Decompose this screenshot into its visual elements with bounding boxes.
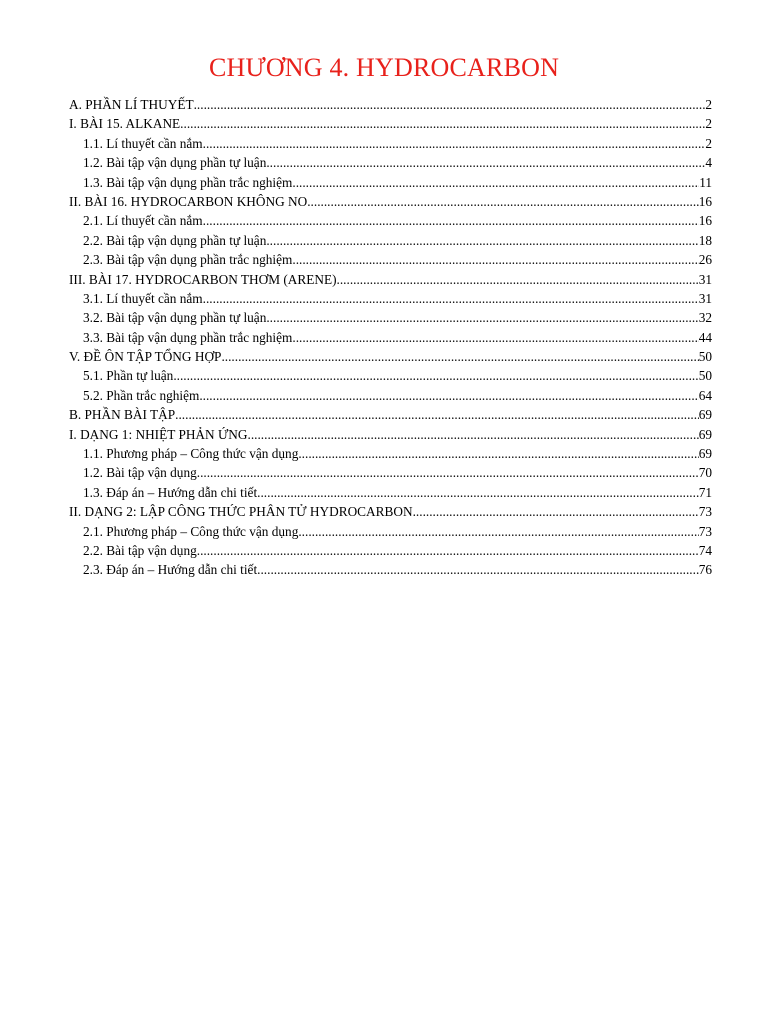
toc-entry[interactable] — [69, 95, 712, 114]
toc-dot-leader — [248, 425, 699, 444]
toc-entry[interactable] — [69, 173, 712, 192]
toc-dot-leader — [194, 95, 706, 114]
toc-entry-label: 1.2. Bài tập vận dụng phần tự luận — [83, 155, 267, 171]
toc-entry[interactable] — [69, 541, 712, 560]
toc-page-number: 16 — [698, 213, 712, 229]
toc-entry-label: I. BÀI 15. ALKANE — [69, 116, 181, 132]
toc-dot-leader — [180, 114, 705, 133]
toc-dot-leader — [175, 405, 699, 424]
toc-entry-label: V. ĐỀ ÔN TẬP TỔNG HỢP — [69, 349, 222, 365]
toc-entry[interactable] — [69, 560, 712, 579]
toc-entry[interactable] — [69, 308, 712, 327]
toc-entry[interactable] — [69, 366, 712, 385]
toc-page-number: 18 — [698, 232, 712, 248]
toc-entry[interactable] — [69, 250, 712, 269]
toc-page-number: 73 — [698, 523, 712, 539]
toc-entry[interactable] — [69, 211, 712, 230]
toc-entry-label: 5.1. Phần tự luận — [83, 368, 174, 384]
toc-entry-label: 5.2. Phần trắc nghiệm — [83, 387, 200, 403]
toc-page-number: 2 — [705, 97, 712, 112]
toc-entry[interactable] — [69, 444, 712, 463]
toc-page-number: 69 — [698, 426, 712, 442]
toc-entry[interactable] — [69, 328, 712, 347]
toc-entry-label: 1.3. Đáp án – Hướng dẫn chi tiết — [83, 484, 258, 500]
toc-entry[interactable] — [69, 463, 712, 482]
toc-dot-leader — [298, 444, 698, 463]
toc-entry-label: 2.2. Bài tập vận dụng phần tự luận — [83, 232, 267, 248]
toc-page-number: 31 — [698, 271, 712, 287]
toc-dot-leader — [257, 560, 699, 579]
toc-entry-label: B. PHẦN BÀI TẬP — [69, 407, 176, 423]
toc-entry-label: A. PHẦN LÍ THUYẾT — [69, 97, 194, 112]
toc-entry-label: 2.3. Đáp án – Hướng dẫn chi tiết — [83, 562, 258, 578]
toc-dot-leader — [199, 386, 698, 405]
toc-page-number: 69 — [698, 407, 712, 423]
page-title: CHƯƠNG 4. HYDROCARBON — [208, 53, 560, 82]
toc-entry[interactable] — [69, 192, 712, 211]
toc-entry[interactable] — [69, 522, 712, 541]
toc-entry-label: 2.3. Bài tập vận dụng phần trắc nghiệm — [83, 252, 293, 268]
toc-entry[interactable] — [69, 405, 712, 424]
toc-page-number: 73 — [698, 504, 712, 520]
toc-entry-label: 1.1. Lí thuyết cần nắm — [83, 135, 203, 151]
toc-page-number: 2 — [705, 116, 712, 132]
toc-entry[interactable] — [69, 502, 712, 521]
toc-page-number: 11 — [699, 174, 712, 190]
toc-dot-leader — [266, 153, 705, 172]
toc-page-number: 64 — [698, 387, 712, 403]
toc-entry-label: 1.2. Bài tập vận dụng — [83, 465, 197, 481]
toc-dot-leader — [197, 541, 699, 560]
toc-entry-label: II. BÀI 16. HYDROCARBON KHÔNG NO — [69, 193, 308, 209]
toc-page-number: 31 — [698, 290, 712, 306]
toc-entry[interactable] — [69, 386, 712, 405]
toc-dot-leader — [337, 270, 699, 289]
toc-page-number: 50 — [698, 368, 712, 384]
table-of-contents — [69, 95, 712, 580]
toc-page-number: 76 — [698, 562, 712, 578]
toc-dot-leader — [298, 522, 698, 541]
toc-page-number: 50 — [698, 349, 712, 365]
toc-entry-label: 3.2. Bài tập vận dụng phần tự luận — [83, 310, 267, 326]
toc-entry-label: 2.2. Bài tập vận dụng — [83, 542, 197, 558]
toc-entry-label: 1.1. Phương pháp – Công thức vận dụng — [83, 446, 299, 462]
toc-entry[interactable] — [69, 270, 712, 289]
toc-page-number: 71 — [698, 484, 712, 500]
toc-entry-label: I. DẠNG 1: NHIỆT PHẢN ỨNG — [69, 426, 248, 442]
toc-dot-leader — [266, 231, 698, 250]
toc-dot-leader — [197, 463, 699, 482]
toc-page-number: 44 — [698, 329, 712, 345]
toc-entry[interactable] — [69, 425, 712, 444]
toc-entry-label: II. DẠNG 2: LẬP CÔNG THỨC PHÂN TỬ HYDROCARBON — [69, 504, 413, 520]
toc-page-number: 32 — [698, 310, 712, 326]
toc-entry[interactable] — [69, 114, 712, 133]
toc-dot-leader — [266, 308, 698, 327]
toc-entry-label: 2.1. Phương pháp – Công thức vận dụng — [83, 523, 299, 539]
toc-dot-leader — [307, 192, 698, 211]
toc-entry[interactable] — [69, 289, 712, 308]
toc-dot-leader — [413, 502, 699, 521]
toc-dot-leader — [203, 289, 699, 308]
toc-entry-label: 2.1. Lí thuyết cần nắm — [83, 213, 203, 229]
toc-entry[interactable] — [69, 231, 712, 250]
toc-page-number: 69 — [698, 446, 712, 462]
toc-dot-leader — [292, 173, 699, 192]
toc-dot-leader — [292, 328, 698, 347]
toc-page-number: 4 — [705, 155, 712, 171]
toc-dot-leader — [173, 366, 698, 385]
toc-entry[interactable] — [69, 483, 712, 502]
toc-entry-label: III. BÀI 17. HYDROCARBON THƠM (ARENE) — [69, 271, 337, 287]
toc-entry[interactable] — [69, 153, 712, 172]
toc-page-number: 74 — [698, 542, 712, 558]
toc-dot-leader — [292, 250, 698, 269]
toc-entry-label: 3.1. Lí thuyết cần nắm — [83, 290, 203, 306]
toc-entry[interactable] — [69, 347, 712, 366]
toc-entry[interactable] — [69, 134, 712, 153]
toc-page-number: 16 — [698, 193, 712, 209]
toc-entry-label: 1.3. Bài tập vận dụng phần trắc nghiệm — [83, 174, 293, 190]
toc-dot-leader — [257, 483, 699, 502]
toc-dot-leader — [203, 134, 706, 153]
toc-dot-leader — [221, 347, 698, 366]
toc-dot-leader — [203, 211, 699, 230]
toc-page-number: 26 — [698, 252, 712, 268]
toc-entry-label: 3.3. Bài tập vận dụng phần trắc nghiệm — [83, 329, 293, 345]
toc-page-number: 2 — [705, 135, 712, 151]
toc-page-number: 70 — [698, 465, 712, 481]
